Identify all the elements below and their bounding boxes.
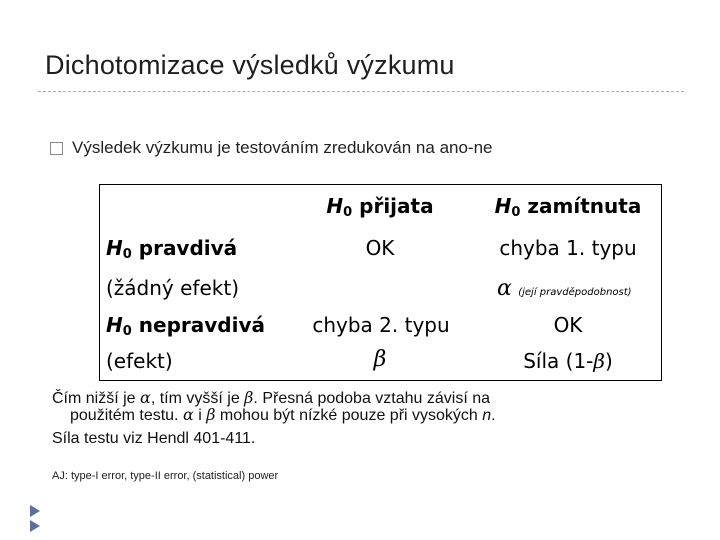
row-h0-true-label: $H_0$ pravdivá xyxy=(106,236,238,262)
bullet-text: Výsledek výzkumu je testováním zredukován na ano-ne xyxy=(72,138,493,157)
bullet-item xyxy=(50,138,493,158)
beta-symbol: β xyxy=(373,347,387,372)
title-divider xyxy=(38,91,684,92)
header-h0-accepted: $H_0$ přijata xyxy=(326,194,434,220)
row-h0-false-sublabel: (efekt) xyxy=(106,349,173,373)
cell-false-rejected: OK xyxy=(553,313,583,337)
row-h0-false-label: $H_0$ nepravdivá xyxy=(106,313,265,339)
header-h0-rejected: $H_0$ zamítnuta xyxy=(494,194,642,220)
cell-type1-error: chyba 1. typu xyxy=(499,236,637,260)
bullet-box-icon xyxy=(50,142,63,155)
cell-power: Síla (1-β) xyxy=(523,349,613,373)
row-h0-true-sublabel: (žádný efekt) xyxy=(106,276,239,300)
cell-type2-error: chyba 2. typu xyxy=(312,313,450,337)
decorative-arrow-icon xyxy=(30,520,40,532)
paragraph-line-3: Síla testu viz Hendl 401-411. xyxy=(52,430,256,447)
paragraph-line-1: Čím nižší je α, tím vyšší je β. Přesná podoba vztahu závisí na xyxy=(52,388,491,407)
decorative-arrow-icon xyxy=(30,505,40,517)
cell-beta xyxy=(300,347,460,372)
cell-alpha-note xyxy=(497,276,632,301)
alpha-note: (její pravděpodobnost) xyxy=(518,287,632,298)
cell-true-accepted: OK xyxy=(365,236,395,260)
footnote: AJ: type-I error, type-II error, (statistical) power xyxy=(52,470,279,482)
slide-title: Dichotomizace výsledků výzkumu xyxy=(45,50,455,80)
alpha-symbol: α xyxy=(497,276,512,301)
paragraph-line-2: použitém testu. α i β mohou být nízké pouze při vysokých n. xyxy=(70,405,496,424)
